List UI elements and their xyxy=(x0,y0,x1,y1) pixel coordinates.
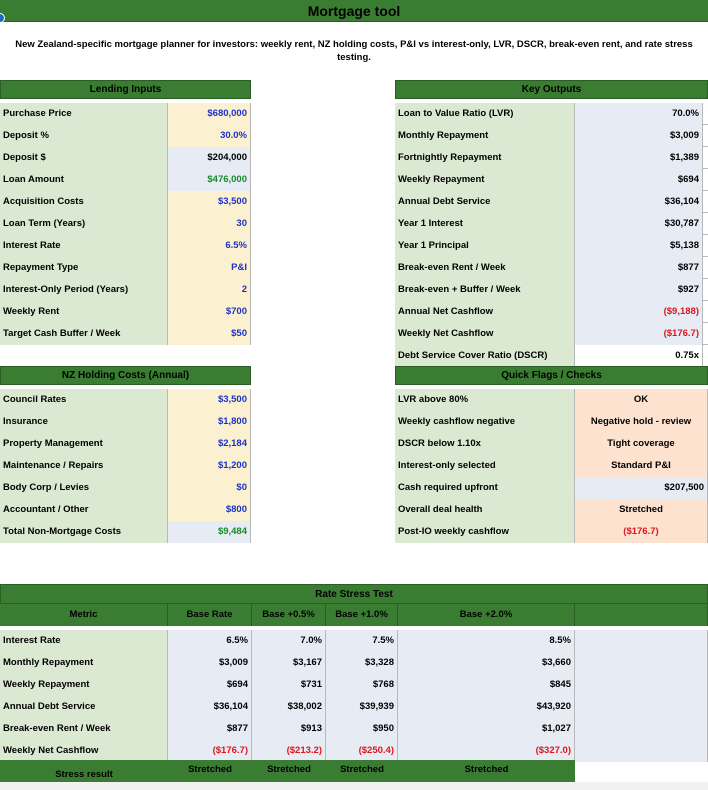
key-outputs-header: Key Outputs xyxy=(395,80,708,99)
lending-label-deposit: Deposit % xyxy=(0,125,168,147)
stress-label-interest-rate: Interest Rate xyxy=(0,630,168,652)
stress-cell: $1,027 xyxy=(398,718,575,740)
stress-cell: $913 xyxy=(252,718,326,740)
lending-label-deposit: Deposit $ xyxy=(0,147,168,169)
flag-value-weekly-cashflow-negative: Negative hold - review xyxy=(575,411,708,433)
lending-label-purchase-price: Purchase Price xyxy=(0,103,168,125)
holding-row-property-management xyxy=(0,433,251,455)
stress-row-break-even-rent-week xyxy=(0,718,708,740)
stress-result-row xyxy=(0,760,575,782)
holding-row-maintenance-repairs xyxy=(0,455,251,477)
stress-column-empty xyxy=(575,604,708,626)
stress-column-base-rate: Base Rate xyxy=(168,604,252,626)
output-value-break-even-buffer-week: $927 xyxy=(575,279,703,301)
output-row-debt-service-cover-ratio-dscr xyxy=(395,345,708,367)
holding-value-maintenance-repairs[interactable]: $1,200 xyxy=(168,455,251,477)
stress-label-annual-debt-service: Annual Debt Service xyxy=(0,696,168,718)
flag-value-cash-required-upfront: $207,500 xyxy=(575,477,708,499)
stress-column-base-0-5: Base +0.5% xyxy=(252,604,326,626)
lending-label-acquisition-costs: Acquisition Costs xyxy=(0,191,168,213)
holding-row-insurance xyxy=(0,411,251,433)
stress-cell: $845 xyxy=(398,674,575,696)
stress-cell: $3,328 xyxy=(326,652,398,674)
page-title: Mortgage tool xyxy=(0,0,708,22)
stress-cell: $731 xyxy=(252,674,326,696)
output-row-loan-to-value-ratio-lvr xyxy=(395,103,708,125)
output-row-annual-debt-service xyxy=(395,191,708,213)
stress-cell-empty xyxy=(575,674,708,696)
page-subtitle: New Zealand-specific mortgage planner for investors: weekly rent, NZ holding costs, P&I vs interest-only, LVR, DSCR, break-even rent, and rate stress testing. xyxy=(15,39,693,63)
lending-label-loan-amount: Loan Amount xyxy=(0,169,168,191)
output-label-year-1-interest: Year 1 Interest xyxy=(395,213,575,235)
lending-label-interest-rate: Interest Rate xyxy=(0,235,168,257)
stress-cell: ($327.0) xyxy=(398,740,575,762)
holding-row-total-non-mortgage-costs xyxy=(0,521,251,543)
stress-cell: $768 xyxy=(326,674,398,696)
output-label-break-even-buffer-week: Break-even + Buffer / Week xyxy=(395,279,575,301)
output-row-break-even-rent-week xyxy=(395,257,708,279)
stress-result-value: Stretched xyxy=(340,764,384,775)
lending-label-repayment-type: Repayment Type xyxy=(0,257,168,279)
lending-value-interest-rate[interactable]: 6.5% xyxy=(168,235,251,257)
stress-cell: $39,939 xyxy=(326,696,398,718)
stress-result-value: Stretched xyxy=(464,764,509,775)
stress-cell: $43,920 xyxy=(398,696,575,718)
output-value-year-1-interest: $30,787 xyxy=(575,213,703,235)
stress-label-weekly-net-cashflow: Weekly Net Cashflow xyxy=(0,740,168,762)
stress-cell: 8.5% xyxy=(398,630,575,652)
lending-value-loan-amount: $476,000 xyxy=(168,169,251,191)
stress-cell-empty xyxy=(575,630,708,652)
stress-column-base-1-0: Base +1.0% xyxy=(326,604,398,626)
output-value-loan-to-value-ratio-lvr: 70.0% xyxy=(575,103,703,125)
output-value-annual-net-cashflow: ($9,188) xyxy=(575,301,703,323)
stress-cell: $3,660 xyxy=(398,652,575,674)
flag-row-weekly-cashflow-negative xyxy=(395,411,708,433)
stress-cell-empty xyxy=(575,740,708,762)
stress-row-monthly-repayment xyxy=(0,652,708,674)
stress-cell: ($176.7) xyxy=(168,740,252,762)
lending-value-loan-term-years[interactable]: 30 xyxy=(168,213,251,235)
flag-label-post-io-weekly-cashflow: Post-IO weekly cashflow xyxy=(395,521,575,543)
lending-row-purchase-price xyxy=(0,103,251,125)
flag-row-cash-required-upfront xyxy=(395,477,708,499)
flag-row-post-io-weekly-cashflow xyxy=(395,521,708,543)
output-label-monthly-repayment: Monthly Repayment xyxy=(395,125,575,147)
stress-row-interest-rate xyxy=(0,630,708,652)
output-value-annual-debt-service: $36,104 xyxy=(575,191,703,213)
output-value-fortnightly-repayment: $1,389 xyxy=(575,147,703,169)
stress-label-weekly-repayment: Weekly Repayment xyxy=(0,674,168,696)
lending-value-deposit[interactable]: 30.0% xyxy=(168,125,251,147)
holding-label-council-rates: Council Rates xyxy=(0,389,168,411)
holding-row-council-rates xyxy=(0,389,251,411)
flag-value-lvr-above-80: OK xyxy=(575,389,708,411)
flag-row-lvr-above-80 xyxy=(395,389,708,411)
output-value-weekly-net-cashflow: ($176.7) xyxy=(575,323,703,345)
output-row-break-even-buffer-week xyxy=(395,279,708,301)
lending-row-deposit xyxy=(0,147,251,169)
flag-label-lvr-above-80: LVR above 80% xyxy=(395,389,575,411)
output-value-debt-service-cover-ratio-dscr: 0.75x xyxy=(575,345,703,367)
holding-value-total-non-mortgage-costs: $9,484 xyxy=(168,521,251,543)
output-label-fortnightly-repayment: Fortnightly Repayment xyxy=(395,147,575,169)
holding-row-body-corp-levies xyxy=(0,477,251,499)
lending-inputs-header: Lending Inputs xyxy=(0,80,251,99)
stress-cell: 6.5% xyxy=(168,630,252,652)
stress-row-weekly-repayment xyxy=(0,674,708,696)
lending-value-target-cash-buffer-week[interactable]: $50 xyxy=(168,323,251,345)
stress-cell: $950 xyxy=(326,718,398,740)
output-label-weekly-repayment: Weekly Repayment xyxy=(395,169,575,191)
output-value-weekly-repayment: $694 xyxy=(575,169,703,191)
output-label-weekly-net-cashflow: Weekly Net Cashflow xyxy=(395,323,575,345)
holding-costs-header: NZ Holding Costs (Annual) xyxy=(0,366,251,385)
output-label-year-1-principal: Year 1 Principal xyxy=(395,235,575,257)
flag-row-dscr-below-1-10x xyxy=(395,433,708,455)
output-row-monthly-repayment xyxy=(395,125,708,147)
flag-value-overall-deal-health: Stretched xyxy=(575,499,708,521)
holding-value-body-corp-levies[interactable]: $0 xyxy=(168,477,251,499)
holding-value-insurance[interactable]: $1,800 xyxy=(168,411,251,433)
holding-label-property-management: Property Management xyxy=(0,433,168,455)
lending-value-weekly-rent[interactable]: $700 xyxy=(168,301,251,323)
flag-label-weekly-cashflow-negative: Weekly cashflow negative xyxy=(395,411,575,433)
lending-value-acquisition-costs[interactable]: $3,500 xyxy=(168,191,251,213)
flag-label-dscr-below-1-10x: DSCR below 1.10x xyxy=(395,433,575,455)
flag-label-overall-deal-health: Overall deal health xyxy=(395,499,575,521)
output-value-break-even-rent-week: $877 xyxy=(575,257,703,279)
holding-label-accountant-other: Accountant / Other xyxy=(0,499,168,521)
holding-value-property-management[interactable]: $2,184 xyxy=(168,433,251,455)
output-label-loan-to-value-ratio-lvr: Loan to Value Ratio (LVR) xyxy=(395,103,575,125)
holding-label-maintenance-repairs: Maintenance / Repairs xyxy=(0,455,168,477)
output-row-year-1-interest xyxy=(395,213,708,235)
sheet-background xyxy=(0,782,708,790)
output-value-year-1-principal: $5,138 xyxy=(575,235,703,257)
lending-row-repayment-type xyxy=(0,257,251,279)
holding-value-council-rates[interactable]: $3,500 xyxy=(168,389,251,411)
output-value-monthly-repayment: $3,009 xyxy=(575,125,703,147)
output-row-annual-net-cashflow xyxy=(395,301,708,323)
stress-column-metric: Metric xyxy=(0,604,168,626)
stress-cell: $38,002 xyxy=(252,696,326,718)
lending-label-loan-term-years: Loan Term (Years) xyxy=(0,213,168,235)
lending-label-target-cash-buffer-week: Target Cash Buffer / Week xyxy=(0,323,168,345)
holding-value-accountant-other[interactable]: $800 xyxy=(168,499,251,521)
lending-row-deposit xyxy=(0,125,251,147)
holding-label-body-corp-levies: Body Corp / Levies xyxy=(0,477,168,499)
lending-value-purchase-price[interactable]: $680,000 xyxy=(168,103,251,125)
quick-flags-header: Quick Flags / Checks xyxy=(395,366,708,385)
stress-cell: $3,167 xyxy=(252,652,326,674)
stress-result-value: Stretched xyxy=(188,764,232,775)
lending-value-repayment-type[interactable]: P&I xyxy=(168,257,251,279)
stress-column-base-2-0: Base +2.0% xyxy=(398,604,575,626)
flag-value-dscr-below-1-10x: Tight coverage xyxy=(575,433,708,455)
stress-result-label: Stress result xyxy=(55,769,113,780)
output-label-annual-net-cashflow: Annual Net Cashflow xyxy=(395,301,575,323)
lending-value-interest-only-period-years[interactable]: 2 xyxy=(168,279,251,301)
flag-row-interest-only-selected xyxy=(395,455,708,477)
stress-cell: ($250.4) xyxy=(326,740,398,762)
stress-row-annual-debt-service xyxy=(0,696,708,718)
stress-cell: $3,009 xyxy=(168,652,252,674)
stress-cell-empty xyxy=(575,652,708,674)
flag-row-overall-deal-health xyxy=(395,499,708,521)
stress-label-monthly-repayment: Monthly Repayment xyxy=(0,652,168,674)
lending-row-interest-rate xyxy=(0,235,251,257)
lending-row-target-cash-buffer-week xyxy=(0,323,251,345)
output-row-weekly-repayment xyxy=(395,169,708,191)
holding-row-accountant-other xyxy=(0,499,251,521)
lending-row-loan-amount xyxy=(0,169,251,191)
lending-row-acquisition-costs xyxy=(0,191,251,213)
stress-cell: $36,104 xyxy=(168,696,252,718)
output-row-fortnightly-repayment xyxy=(395,147,708,169)
output-row-weekly-net-cashflow xyxy=(395,323,708,345)
lending-row-weekly-rent xyxy=(0,301,251,323)
stress-test-header: Rate Stress Test xyxy=(0,584,708,604)
flag-label-interest-only-selected: Interest-only selected xyxy=(395,455,575,477)
stress-cell-empty xyxy=(575,718,708,740)
stress-cell: $694 xyxy=(168,674,252,696)
stress-cell: 7.0% xyxy=(252,630,326,652)
lending-label-interest-only-period-years: Interest-Only Period (Years) xyxy=(0,279,168,301)
stress-cell: $877 xyxy=(168,718,252,740)
holding-label-insurance: Insurance xyxy=(0,411,168,433)
stress-cell-empty xyxy=(575,696,708,718)
stress-result-value: Stretched xyxy=(267,764,311,775)
lending-value-deposit: $204,000 xyxy=(168,147,251,169)
lending-row-interest-only-period-years xyxy=(0,279,251,301)
output-label-debt-service-cover-ratio-dscr: Debt Service Cover Ratio (DSCR) xyxy=(395,345,575,367)
output-label-break-even-rent-week: Break-even Rent / Week xyxy=(395,257,575,279)
flag-value-post-io-weekly-cashflow: ($176.7) xyxy=(575,521,708,543)
flag-label-cash-required-upfront: Cash required upfront xyxy=(395,477,575,499)
flag-value-interest-only-selected: Standard P&I xyxy=(575,455,708,477)
lending-label-weekly-rent: Weekly Rent xyxy=(0,301,168,323)
lending-row-loan-term-years xyxy=(0,213,251,235)
stress-cell: 7.5% xyxy=(326,630,398,652)
holding-label-total-non-mortgage-costs: Total Non-Mortgage Costs xyxy=(0,521,168,543)
output-label-annual-debt-service: Annual Debt Service xyxy=(395,191,575,213)
stress-cell: ($213.2) xyxy=(252,740,326,762)
output-row-year-1-principal xyxy=(395,235,708,257)
stress-label-break-even-rent-week: Break-even Rent / Week xyxy=(0,718,168,740)
